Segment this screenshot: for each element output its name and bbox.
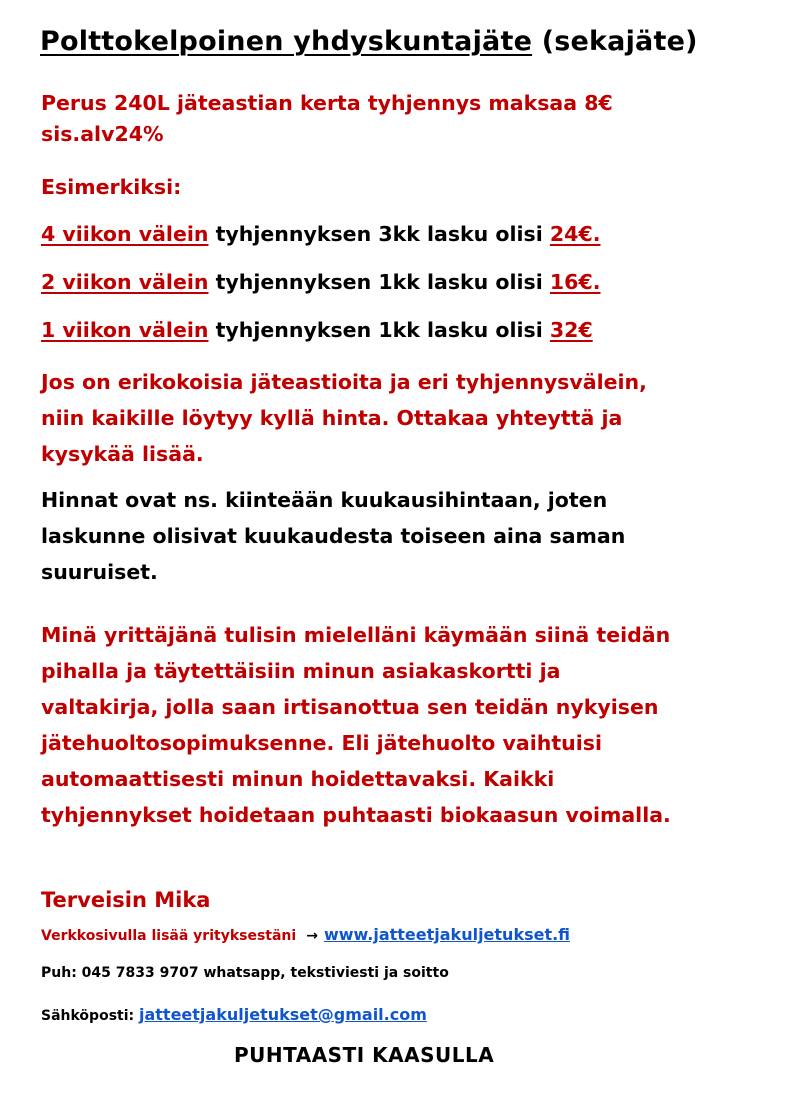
entrepreneur-paragraph (41, 617, 771, 833)
email-label: Sähköposti: (41, 1008, 139, 1024)
example-row (41, 270, 601, 294)
paragraph-line: Minä yrittäjänä tulisin mielelläni käymään siinä teidän (41, 623, 671, 647)
arrow-right-icon: → (306, 928, 318, 944)
paragraph-line: jätehuoltosopimuksenne. Eli jätehuolto vaihtuisi (41, 731, 602, 755)
example-price: 24€. (549, 222, 601, 246)
paragraph-line: pihalla ja täytettäisiin minun asiakaskortti ja (41, 659, 561, 683)
paragraph-line: tyhjennykset hoidetaan puhtaasti biokaasun voimalla. (41, 803, 671, 827)
paragraph-line: kysykää lisää. (41, 442, 204, 466)
paragraph-line: laskunne olisivat kuukaudesta toiseen aina saman (41, 524, 626, 548)
price-intro (41, 88, 761, 150)
paragraph-line: Hinnat ovat ns. kiinteään kuukausihintaan, joten (41, 488, 608, 512)
email-link[interactable]: jatteetjakuljetukset@gmail.com (139, 1005, 427, 1024)
paragraph-line: valtakirja, jolla saan irtisanottua sen teidän nykyisen (41, 695, 659, 719)
example-interval: 2 viikon välein (41, 270, 209, 294)
example-text: tyhjennyksen 1kk lasku olisi (208, 318, 550, 342)
signature: Terveisin Mika (41, 888, 211, 912)
website-link[interactable]: www.jatteetjakuljetukset.fi (323, 925, 571, 944)
paragraph-line: niin kaikille löytyy kyllä hinta. Ottakaa yhteyttä ja (41, 406, 623, 430)
example-row (41, 222, 601, 246)
example-text: tyhjennyksen 1kk lasku olisi (208, 270, 550, 294)
email-line (41, 1005, 427, 1024)
fixed-price-paragraph (41, 482, 771, 590)
title-suffix: (sekajäte) (532, 26, 698, 57)
paragraph-line: automaattisesti minun hoidettavaksi. Kaikki (41, 767, 555, 791)
example-interval: 1 viikon välein (41, 318, 209, 342)
phone-line: Puh: 045 7833 9707 whatsapp, tekstiviesti ja soitto (41, 965, 449, 981)
title-main: Polttokelpoinen yhdyskuntajäte (40, 26, 533, 57)
example-price: 32€ (549, 318, 593, 342)
website-label: Verkkosivulla lisää yrityksestäni (41, 928, 297, 944)
example-row (41, 318, 593, 342)
custom-containers-paragraph (41, 364, 771, 472)
paragraph-line: suuruiset. (41, 560, 158, 584)
price-intro-line2: sis.alv24% (41, 122, 164, 146)
examples-heading: Esimerkiksi: (41, 175, 182, 199)
page-title (40, 26, 698, 57)
price-intro-line1: Perus 240L jäteastian kerta tyhjennys maksaa 8€ (41, 91, 613, 115)
example-price: 16€. (549, 270, 601, 294)
paragraph-line: Jos on erikokoisia jäteastioita ja eri tyhjennysvälein, (41, 370, 647, 394)
website-line (41, 925, 570, 944)
example-text: tyhjennyksen 3kk lasku olisi (208, 222, 550, 246)
footer-slogan: PUHTAASTI KAASULLA (234, 1043, 495, 1067)
example-interval: 4 viikon välein (41, 222, 209, 246)
